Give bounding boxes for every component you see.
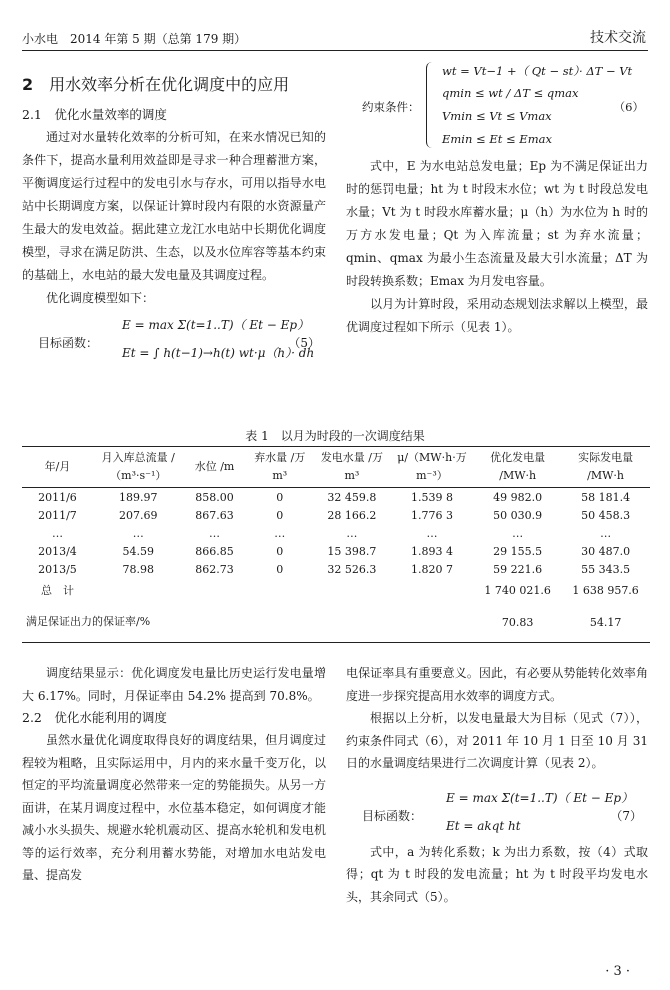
table-cell: 78.98 <box>122 562 155 576</box>
table-cell: 59 221.6 <box>493 562 543 576</box>
subsection-2-2-title: 2.2 优化水能利用的调度 <box>22 710 167 725</box>
section-title: 用水效率分析在优化调度中的应用 <box>49 75 290 94</box>
equation-line: Et = akqt ht <box>446 818 521 833</box>
table-cell: … <box>600 526 612 540</box>
equation-label: 目标函数： <box>38 336 99 350</box>
table-cell: … <box>426 526 438 540</box>
table-cell: 50 030.9 <box>493 508 543 522</box>
equation-7 <box>346 787 648 841</box>
table-row <box>22 488 650 507</box>
section-number: 2 <box>22 75 34 94</box>
table-cell: 1 740 021.6 <box>484 583 551 597</box>
constraint-equations <box>346 60 648 155</box>
table-row <box>22 560 650 578</box>
column-header: 优化发电量 /MW·h <box>474 447 561 488</box>
equation-5 <box>22 314 326 366</box>
column-header: 弃水量 /万 m³ <box>246 447 315 488</box>
equation-label: 目标函数： <box>362 808 423 823</box>
subsection-2-1-title: 2.1 优化水量效率的调度 <box>22 107 167 122</box>
equation-number: （7） <box>610 808 642 823</box>
table-cell: 189.97 <box>119 490 158 504</box>
table-row <box>22 542 650 560</box>
lower-right-column <box>346 662 648 908</box>
results-table <box>22 446 650 643</box>
equation-line: Et = ∫ h(t−1)→h(t) wt·μ（h）· dh <box>122 346 315 360</box>
table-cell: 862.73 <box>195 562 234 576</box>
paragraph: 式中，a 为转化系数；k 为出力系数，按（4）式取得；qt 为 t 时段的发电流量；ht 为 t 时段平均发电水头，其余同式（5）。 <box>346 844 648 904</box>
table-cell: 0 <box>276 508 284 522</box>
table-cell: … <box>512 526 524 540</box>
header-rule <box>22 50 648 51</box>
paragraph: 通过对水量转化效率的分析可知，在来水情况已知的条件下，提高水量利用效益即是寻求一种合理蓄泄方案，平衡调度运行过程中的发电引水与存水，可用以指导水电站中长期调度方案，以保证计算时段内有限的水资源量产生最大的发电效益。据此建立龙江水电站中长期优化调度模型，寻求在满足防洪、生态，以及水位库容等基本约束的基础上，水电站的最大发电量及其调度过程。 <box>22 130 326 282</box>
table-cell: … <box>346 526 358 540</box>
table-header-row <box>22 447 650 488</box>
page-number: · 3 · <box>605 964 630 979</box>
column-header: 水位 /m <box>184 447 246 488</box>
constraint-line: wt = Vt−1 +（ Qt − st）· ΔT − Vt <box>442 64 633 78</box>
table-cell: 满足保证出力的保证率/% <box>22 602 184 643</box>
table-guarantee-row <box>22 602 650 643</box>
brace <box>426 62 437 148</box>
table-total-row <box>22 578 650 602</box>
table-cell: 0 <box>276 562 284 576</box>
table-cell: 2011/7 <box>38 508 77 522</box>
constraint-line: Emin ≤ Et ≤ Emax <box>442 132 552 146</box>
upper-left-column <box>22 62 326 366</box>
table-cell: 2011/6 <box>38 490 77 504</box>
table-cell: 0 <box>276 490 284 504</box>
column-header: μ/（MW·h·万 m⁻³） <box>390 447 474 488</box>
paragraph: 虽然水量优化调度取得良好的调度结果，但月调度过程较为粗略，且实际运用中，月内的来水量千变万化，以恒定的平均流量调度必然带来一定的势能损失。从另一方面讲，在某月调度过程中，水位基本稳定，如何调度才能减小水头损失、规避水轮机震动区、提高水轮机和发电机等的运行效率，充分利用蓄水势能，对增加水电站发电量、提高发 <box>22 733 326 882</box>
table-cell: 866.85 <box>195 544 234 558</box>
equation-line: E = max Σ(t=1..T)（ Et − Ep） <box>446 790 634 805</box>
running-header-journal: 小水电 2014 年第 5 期（总第 179 期） <box>22 32 247 46</box>
upper-right-column <box>346 60 648 339</box>
table-cell: 1 638 957.6 <box>572 583 639 597</box>
table-cell: … <box>209 526 221 540</box>
equation-number: （5） <box>288 336 320 350</box>
column-header: 实际发电量 /MW·h <box>561 447 650 488</box>
constraint-label: 约束条件： <box>362 100 420 114</box>
table-cell: 867.63 <box>195 508 234 522</box>
table-cell: 29 155.5 <box>493 544 543 558</box>
table-cell: 54.17 <box>561 602 650 643</box>
paragraph: 以月为计算时段，采用动态规划法求解以上模型，最优调度过程如下所示（见表 1）。 <box>346 297 648 334</box>
table-cell: 1.776 3 <box>410 508 453 522</box>
table-cell: 58 181.4 <box>581 490 631 504</box>
table-caption: 表 1 以月为时段的一次调度结果 <box>245 429 425 443</box>
column-header: 年/月 <box>22 447 93 488</box>
paragraph: 优化调度模型如下： <box>46 291 155 305</box>
table-cell: 54.59 <box>122 544 155 558</box>
paragraph: 调度结果显示：优化调度发电量比历史运行发电量增大 6.17%。同时，月保证率由 54.2% 提高到 70.8%。 <box>22 666 326 703</box>
table-cell: 858.00 <box>195 490 234 504</box>
table-cell: 28 166.2 <box>327 508 377 522</box>
table-cell: 1.539 8 <box>410 490 453 504</box>
table-cell: 32 459.8 <box>327 490 377 504</box>
equation-line: E = max Σ(t=1..T)（ Et − Ep） <box>122 318 310 332</box>
table-cell: 207.69 <box>119 508 158 522</box>
equation-number: （6） <box>613 100 644 114</box>
table-row <box>22 524 650 542</box>
table-cell: 1.893 4 <box>410 544 453 558</box>
table-cell: 总 计 <box>40 584 74 597</box>
constraint-line: Vmin ≤ Vt ≤ Vmax <box>442 109 552 123</box>
table-cell: 1.820 7 <box>410 562 453 576</box>
table-cell: 32 526.3 <box>327 562 377 576</box>
paragraph: 电保证率具有重要意义。因此，有必要从势能转化效率角度进一步探究提高用水效率的调度方式。 <box>346 666 648 703</box>
table-cell: 0 <box>276 544 284 558</box>
table-cell: 70.83 <box>474 602 561 643</box>
table-cell: 49 982.0 <box>493 490 543 504</box>
lower-left-column <box>22 662 326 887</box>
column-header: 月入库总流量 /（m³·s⁻¹） <box>93 447 184 488</box>
table-cell: 2013/5 <box>38 562 77 576</box>
table-cell: … <box>132 526 144 540</box>
table-cell: 15 398.7 <box>327 544 377 558</box>
table-cell: 55 343.5 <box>581 562 631 576</box>
paragraph: 式中，E 为水电站总发电量；Ep 为不满足保证出力时的惩罚电量；ht 为 t 时段末水位；wt 为 t 时段总发电水量；Vt 为 t 时段水库蓄水量；μ（h）为水位为 h 时的万方水发电量；Qt 为入库流量；st 为弃水流量；qmin、qmax 为最小生态流量及最大引水流量；ΔT 为时段转换系数；Emax 为月发电容量。 <box>346 159 648 288</box>
table-cell: 50 458.3 <box>581 508 631 522</box>
table-cell: 2013/4 <box>38 544 77 558</box>
column-header: 发电水量 /万 m³ <box>314 447 390 488</box>
table-cell: … <box>51 526 63 540</box>
table-cell: 30 487.0 <box>581 544 631 558</box>
running-header-column: 技术交流 <box>590 30 646 46</box>
table-cell: … <box>274 526 286 540</box>
paragraph: 根据以上分析，以发电量最大为目标（见式（7）），约束条件同式（6），对 2011 年 10 月 1 日至 10 月 31 日的水量调度结果进行二次调度计算（见表 2）。 <box>346 711 648 770</box>
table-row <box>22 506 650 524</box>
section-heading <box>22 72 326 98</box>
constraint-line: qmin ≤ wt / ΔT ≤ qmax <box>442 86 579 100</box>
